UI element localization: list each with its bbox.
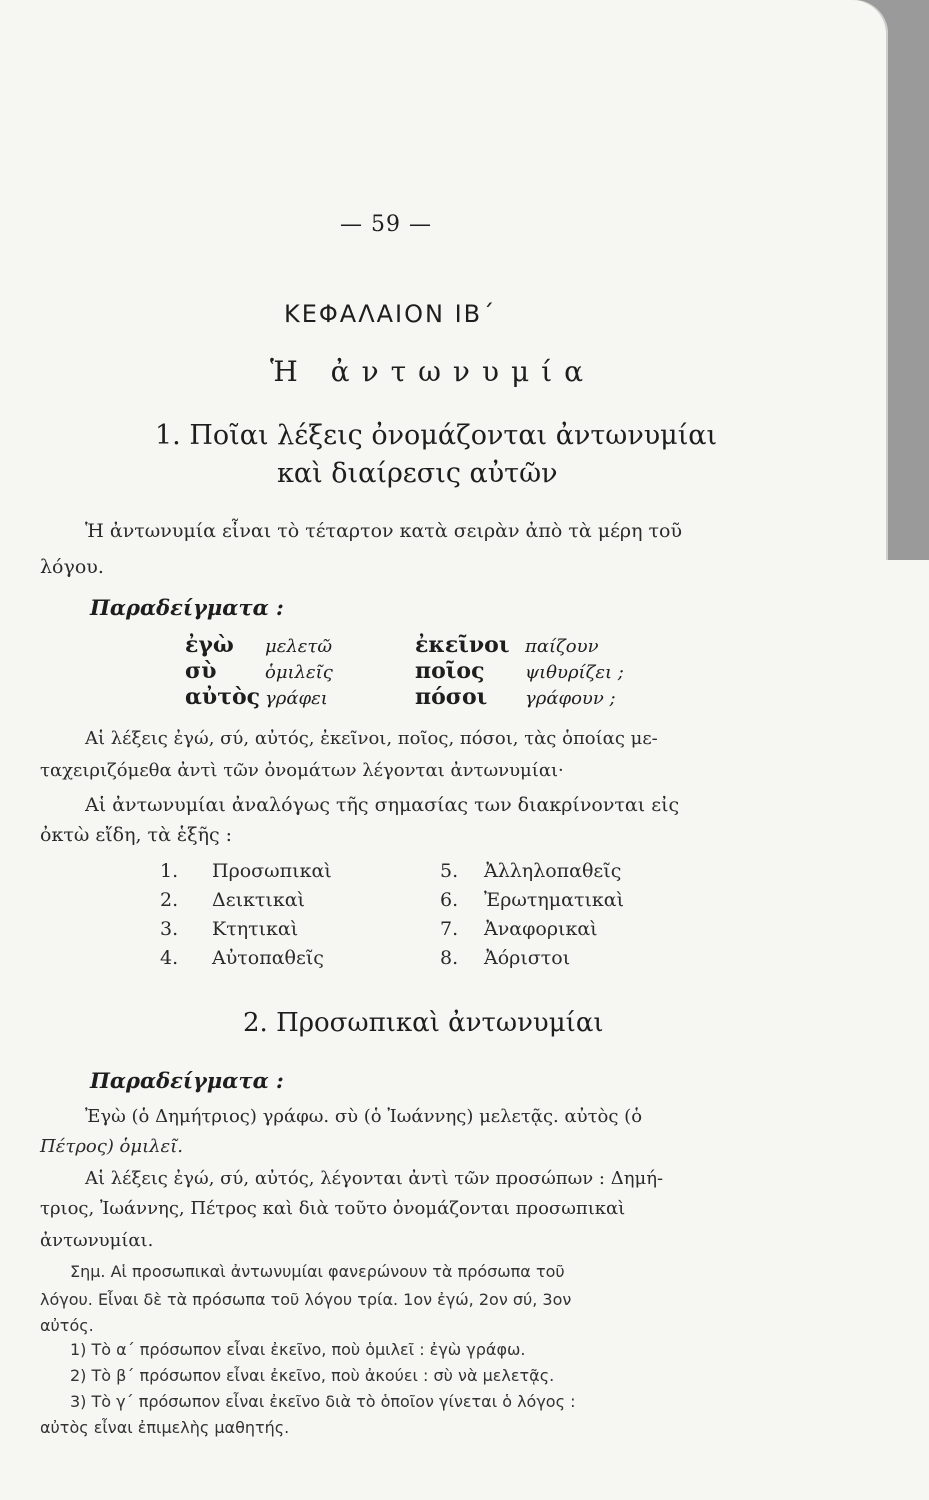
examples-label: Παραδείγματα :	[90, 595, 284, 620]
page-number: — 59 —	[340, 212, 432, 237]
kind-number: 5.	[440, 860, 459, 882]
example-pronoun: πόσοι	[415, 684, 488, 710]
example-sentence: Ἐγὼ (ὁ Δημήτριος) γράφω. σὺ (ὁ Ἰωάννης) μελετᾷς. αὐτὸς (ὁ	[85, 1106, 643, 1127]
chapter-title: Ἡ ἀντωνυμία	[270, 355, 596, 388]
chapter-heading: ΚΕΦΑΛΑΙΟΝ ΙΒ΄	[284, 300, 497, 328]
kind-name: Αὐτοπαθεῖς	[212, 947, 324, 969]
person-item: 3) Τὸ γ΄ πρόσωπον εἶναι ἐκεῖνο διὰ τὸ ὁποῖον γίνεται ὁ λόγος :	[70, 1392, 576, 1411]
intro-text-cont: λόγου.	[40, 556, 104, 578]
kind-name: Ἀλληλοπαθεῖς	[484, 860, 622, 882]
example-verb: μελετῶ	[265, 636, 333, 657]
example-verb: γράφει	[265, 688, 328, 709]
example-pronoun: ποῖος	[415, 658, 485, 684]
kind-number: 7.	[440, 918, 459, 940]
kind-number: 4.	[160, 947, 179, 969]
intro-text: Ἡ ἀντωνυμία εἶναι τὸ τέταρτον κατὰ σειρὰν ἀπὸ τὰ μέρη τοῦ	[85, 520, 683, 542]
example-verb: ψιθυρίζει ;	[525, 662, 624, 683]
kind-number: 8.	[440, 947, 459, 969]
section1-heading: 1. Ποῖαι λέξεις ὀνομάζονται ἀντωνυμίαι	[155, 420, 718, 451]
kind-number: 1.	[160, 860, 179, 882]
note-text: Σημ. Αἱ προσωπικαὶ ἀντωνυμίαι φανερώνουν τὰ πρόσωπα τοῦ	[70, 1262, 565, 1281]
example-verb: γράφουν ;	[525, 688, 616, 709]
example-pronoun: ἐκεῖνοι	[415, 632, 510, 658]
note-text-cont: λόγου. Εἶναι δὲ τὰ πρόσωπα τοῦ λόγου τρία. 1ον ἐγώ, 2ον σύ, 3ον	[40, 1290, 572, 1309]
example-verb: ὁμιλεῖς	[265, 662, 333, 683]
kind-name: Ἀόριστοι	[484, 947, 571, 969]
paragraph-text-cont: ὀκτὼ εἴδη, τὰ ἑξῆς :	[40, 824, 233, 846]
example-pronoun: αὐτὸς	[185, 684, 261, 710]
paragraph-text: Αἱ λέξεις ἐγώ, σύ, αὐτός, λέγονται ἀντὶ τῶν προσώπων : Δημή-	[85, 1168, 664, 1189]
kind-number: 3.	[160, 918, 179, 940]
person-item: 2) Τὸ β΄ πρόσωπον εἶναι ἐκεῖνο, ποὺ ἀκούει : σὺ νὰ μελετᾷς.	[70, 1366, 555, 1385]
person-item-cont: αὐτὸς εἶναι ἐπιμελὴς μαθητής.	[40, 1418, 290, 1437]
example-sentence-cont: Πέτρος) ὁμιλεῖ.	[40, 1136, 183, 1157]
page-edge	[872, 560, 929, 1500]
kind-number: 2.	[160, 889, 179, 911]
kind-name: Ἀναφορικαὶ	[484, 918, 598, 940]
paragraph-text-cont: ἀντωνυμίαι.	[40, 1230, 154, 1251]
paragraph-text-cont: ταχειριζόμεθα ἀντὶ τῶν ὀνομάτων λέγονται ἀντωνυμίαι·	[40, 760, 564, 781]
note-text-cont: αὐτός.	[40, 1316, 94, 1335]
person-item: 1) Τὸ α΄ πρόσωπον εἶναι ἐκεῖνο, ποὺ ὁμιλεῖ : ἐγὼ γράφω.	[70, 1340, 526, 1359]
paragraph-text-cont: τριος, Ἰωάννης, Πέτρος καὶ διὰ τοῦτο ὀνομάζονται προσωπικαὶ	[40, 1198, 626, 1219]
kind-name: Δεικτικαὶ	[212, 889, 306, 911]
paragraph-text: Αἱ λέξεις ἐγώ, σύ, αὐτός, ἐκεῖνοι, ποῖος, πόσοι, τὰς ὁποίας με-	[85, 728, 658, 749]
kind-name: Προσωπικαὶ	[212, 860, 332, 882]
section2-heading: 2. Προσωπικαὶ ἀντωνυμίαι	[243, 1008, 604, 1038]
paragraph-text: Αἱ ἀντωνυμίαι ἀναλόγως τῆς σημασίας των διακρίνονται εἰς	[85, 794, 680, 816]
kind-name: Κτητικαὶ	[212, 918, 299, 940]
section1-heading-cont: καὶ διαίρεσις αὐτῶν	[277, 458, 558, 489]
kind-name: Ἐρωτηματικαὶ	[484, 889, 625, 911]
kind-number: 6.	[440, 889, 459, 911]
example-pronoun: σὺ	[185, 658, 217, 684]
examples-label: Παραδείγματα :	[90, 1068, 284, 1093]
example-verb: παίζουν	[525, 636, 599, 657]
example-pronoun: ἐγὼ	[185, 632, 234, 658]
